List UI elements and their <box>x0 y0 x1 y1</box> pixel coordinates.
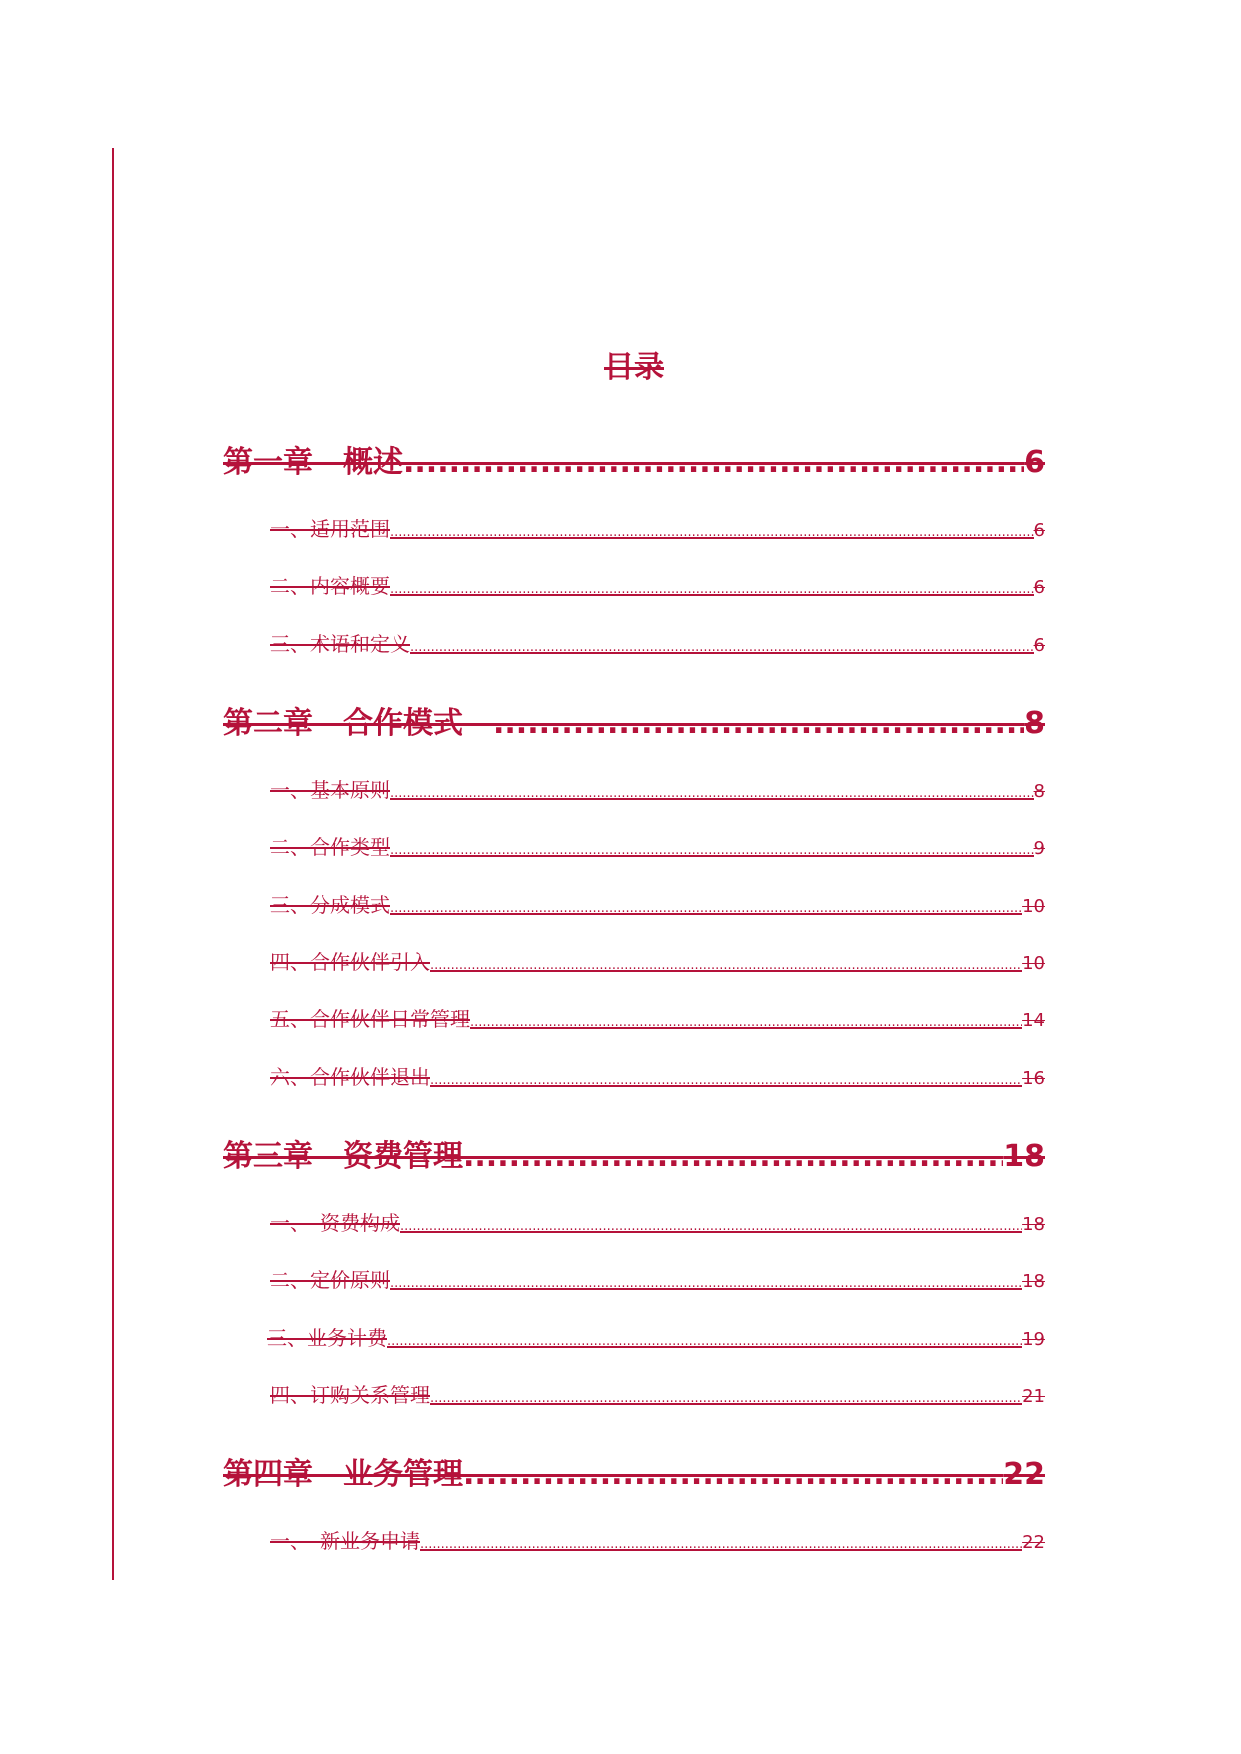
toc-page-number: 18 <box>1003 1139 1045 1174</box>
toc-dot-leader <box>390 835 1034 859</box>
toc-entry-label: 五、合作伙伴日常管理 <box>270 1007 470 1031</box>
toc-page-number: 8 <box>1033 781 1045 802</box>
toc-section[interactable] <box>270 831 1045 860</box>
toc-dot-leader <box>430 950 1022 974</box>
toc-page-number: 6 <box>1024 445 1045 480</box>
toc-section[interactable] <box>270 1264 1045 1293</box>
toc-page-number: 19 <box>1022 1329 1045 1350</box>
toc-chapter-3[interactable] <box>223 1131 1045 1175</box>
toc-page-number: 9 <box>1033 838 1045 859</box>
toc-dot-leader <box>390 1268 1022 1292</box>
toc-entry-label: 四、订购关系管理 <box>270 1383 430 1407</box>
toc-section[interactable] <box>270 628 1045 657</box>
toc-dot-leader <box>390 517 1034 541</box>
toc-chapter-1[interactable] <box>223 437 1045 481</box>
toc-chapter-4[interactable] <box>223 1449 1045 1493</box>
toc-dot-leader <box>463 1457 1003 1492</box>
toc-title: 目录 <box>604 350 664 385</box>
toc-section[interactable] <box>270 1003 1045 1032</box>
toc-entry-label: 二、合作类型 <box>270 835 390 859</box>
toc-section[interactable] <box>270 889 1045 918</box>
toc-dot-leader <box>387 1326 1022 1350</box>
toc-dot-leader <box>390 893 1022 917</box>
toc-section[interactable] <box>267 1322 1045 1351</box>
toc-dot-leader <box>390 574 1034 598</box>
toc-page-number: 10 <box>1022 953 1045 974</box>
toc-entry-label: 二、内容概要 <box>270 574 390 598</box>
toc-dot-leader <box>470 1007 1022 1031</box>
toc-section[interactable] <box>270 513 1045 542</box>
toc-entry-label: 第三章 资费管理 <box>223 1139 463 1174</box>
toc-page-number: 18 <box>1022 1214 1045 1235</box>
toc-section[interactable] <box>270 946 1045 975</box>
toc-entry-label: 第一章 概述 <box>223 445 403 480</box>
toc-entry-label: 一、适用范围 <box>270 517 390 541</box>
toc-section[interactable] <box>270 1061 1045 1090</box>
toc-page-number: 6 <box>1033 577 1045 598</box>
toc-page-number: 18 <box>1022 1271 1045 1292</box>
toc-entry-label: 二、定价原则 <box>270 1268 390 1292</box>
toc-dot-leader <box>400 1211 1022 1235</box>
toc-entry-label: 三、业务计费 <box>267 1326 387 1350</box>
toc-dot-leader <box>420 1529 1022 1553</box>
toc-chapter-2[interactable] <box>223 698 1045 742</box>
toc-entry-label: 四、合作伙伴引入 <box>270 950 430 974</box>
toc-section[interactable] <box>270 570 1045 599</box>
toc-page-number: 14 <box>1022 1010 1045 1031</box>
toc-dot-leader <box>493 706 1024 741</box>
toc-page-number: 22 <box>1022 1532 1045 1553</box>
toc-entry-label: 一、基本原则 <box>270 778 390 802</box>
toc-page-number: 6 <box>1033 635 1045 656</box>
toc-entry-label: 第二章 合作模式 <box>223 706 493 741</box>
toc-section[interactable] <box>270 1525 1045 1554</box>
toc-page-number: 10 <box>1022 896 1045 917</box>
toc-page-number: 16 <box>1022 1068 1045 1089</box>
toc-dot-leader <box>430 1383 1022 1407</box>
toc-dot-leader <box>463 1139 1003 1174</box>
toc-section[interactable] <box>270 1379 1045 1408</box>
toc-dot-leader <box>390 778 1034 802</box>
toc-page-number: 8 <box>1024 706 1045 741</box>
toc-entry-label: 一、 新业务申请 <box>270 1529 420 1553</box>
toc-page-number: 22 <box>1003 1457 1045 1492</box>
toc-page-number: 6 <box>1033 520 1045 541</box>
toc-dot-leader <box>430 1065 1022 1089</box>
toc-entry-label: 三、分成模式 <box>270 893 390 917</box>
toc-entry-label: 一、 资费构成 <box>270 1211 400 1235</box>
toc-entry-label: 六、合作伙伴退出 <box>270 1065 430 1089</box>
toc-section[interactable] <box>270 1207 1045 1236</box>
toc-section[interactable] <box>270 774 1045 803</box>
toc-page-number: 21 <box>1022 1386 1045 1407</box>
toc-entry-label: 第四章 业务管理 <box>223 1457 463 1492</box>
toc-entry-label: 三、术语和定义 <box>270 632 410 656</box>
toc-dot-leader <box>403 445 1024 480</box>
toc-dot-leader <box>410 632 1034 656</box>
